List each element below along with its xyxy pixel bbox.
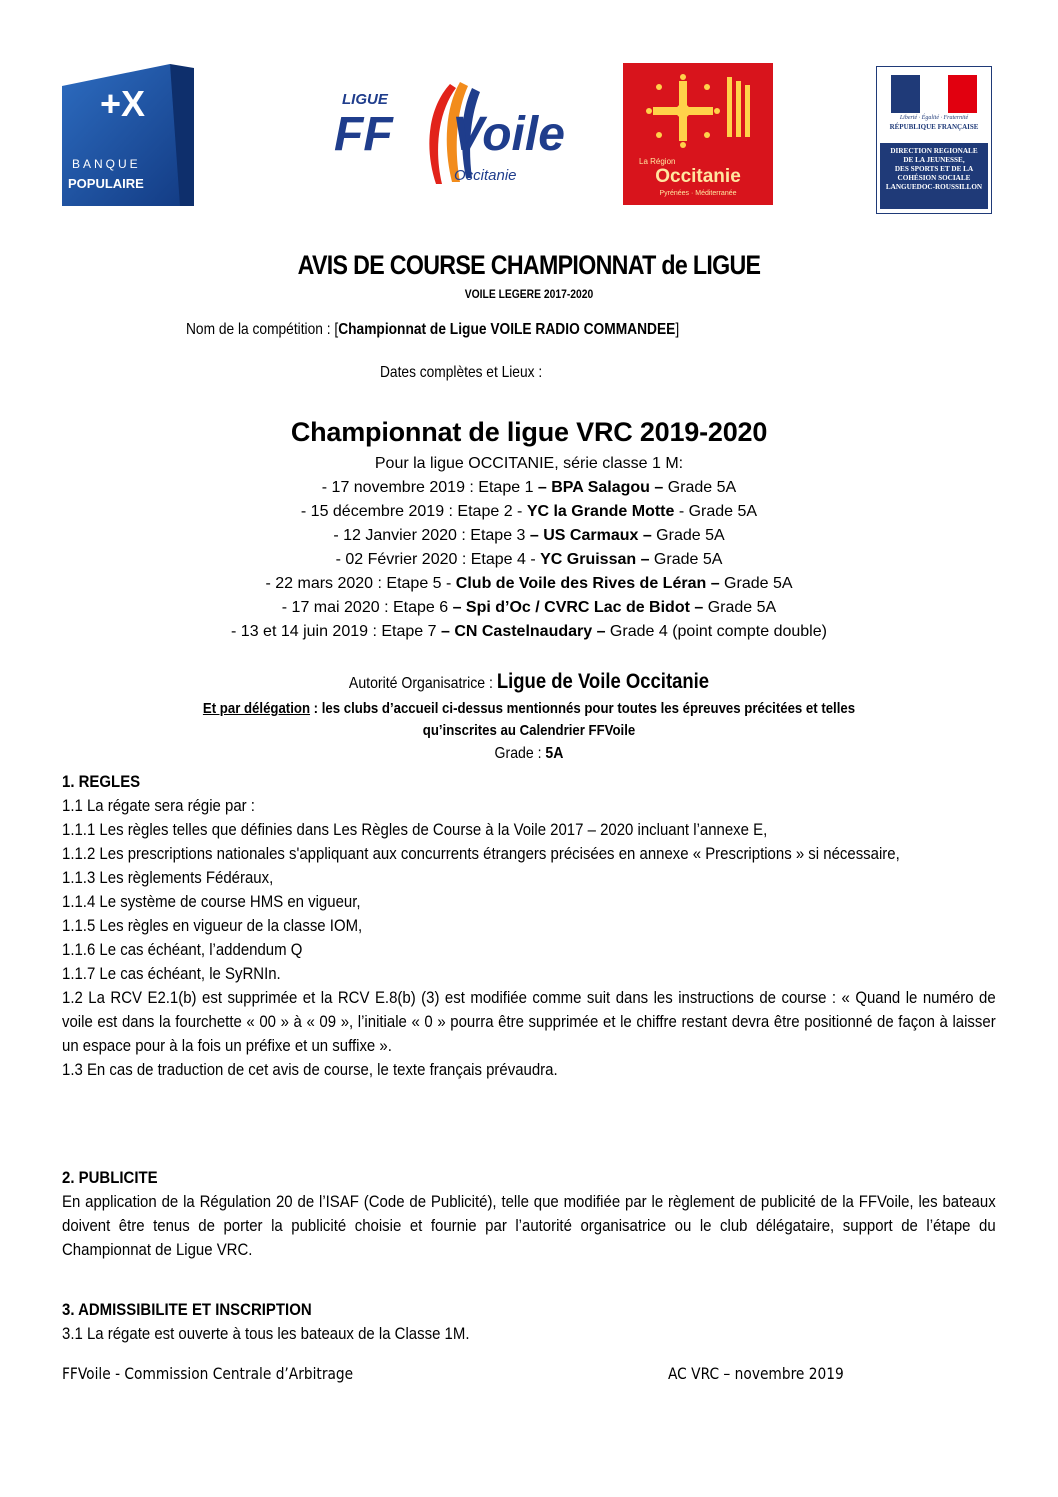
- section-heading: 2. PUBLICITE: [62, 1168, 158, 1187]
- ffv-ff: FF: [334, 108, 393, 161]
- schedule-item: - 17 mai 2020 : Etape 6 – Spi d’Oc / CVRC Lac de Bidot – Grade 5A: [281, 599, 777, 616]
- bp-line2: POPULAIRE: [68, 176, 144, 191]
- delegation: Et par délégation : les clubs d’accueil ci-dessus mentionnés pour toutes les épreuves précitées et telles qu’inscrites au Calendrier FFVoile: [202, 700, 856, 739]
- section-heading: 3. ADMISSIBILITE ET INSCRIPTION: [62, 1300, 312, 1319]
- paragraph: 1.1.7 Le cas échéant, le SyRNIn.: [62, 964, 281, 983]
- french-flag-icon: [891, 75, 977, 113]
- paragraph: 1.1.1 Les règles telles que définies dans Les Règles de Course à la Voile 2017 – 2020 incluant l’annexe E,: [62, 820, 768, 839]
- bp-line1: BANQUE: [72, 157, 141, 171]
- fr-box-line: LANGUEDOC-ROUSSILLON: [885, 183, 983, 191]
- footer-left: FFVoile - Commission Centrale d’Arbitrage: [62, 1364, 354, 1383]
- paragraph: 1.1.2 Les prescriptions nationales s'appliquant aux concurrents étrangers précisées en annexe « Prescriptions » si nécessaire,: [62, 844, 900, 863]
- schedule-item: - 12 Janvier 2020 : Etape 3 – US Carmaux – Grade 5A: [333, 527, 725, 544]
- schedule-item: - 02 Février 2020 : Etape 4 - YC Gruissan – Grade 5A: [335, 551, 723, 568]
- section-regles: [62, 770, 996, 1082]
- paragraph: En application de la Régulation 20 de l’ISAF (Code de Publicité), telle que modifiée par le règlement de publicité de la FFVoile, les bateaux doivent être tenus de porter la publicité choisie et fournie par l’autorité organisatrice ou le club délégataire, support de l’étape du Championnat de Ligue VRC.: [62, 1192, 996, 1259]
- ffv-region: Occitanie: [454, 167, 517, 184]
- schedule-item: - 22 mars 2020 : Etape 5 - Club de Voile des Rives de Léran – Grade 5A: [265, 575, 793, 592]
- comp-name-value: Championnat de Ligue VOILE RADIO COMMANDEE: [338, 321, 676, 338]
- footer-right: AC VRC – novembre 2019: [668, 1364, 844, 1383]
- fr-motto: Liberté · Égalité · Fraternité: [899, 115, 969, 121]
- dates-label: Dates complètes et Lieux :: [380, 364, 543, 381]
- paragraph: 1.1.6 Le cas échéant, l’addendum Q: [62, 940, 303, 959]
- championship-title: Championnat de ligue VRC 2019-2020: [290, 417, 768, 447]
- comp-suffix: ]: [675, 321, 680, 338]
- paragraph: 3.1 La régate est ouverte à tous les bateaux de la Classe 1M.: [62, 1324, 470, 1343]
- fr-box-line: DES SPORTS ET DE LA: [894, 165, 974, 173]
- fr-direction-box: [880, 143, 988, 209]
- schedule-intro: Pour la ligue OCCITANIE, série classe 1 M:: [374, 455, 684, 472]
- schedule-item: - 17 novembre 2019 : Etape 1 – BPA Salagou – Grade 5A: [321, 479, 737, 496]
- occ-big-label: Occitanie: [655, 166, 741, 187]
- paragraph: 1.1.4 Le système de course HMS en vigueur,: [62, 892, 361, 911]
- section-publicite: [62, 1166, 996, 1262]
- competition-name: [186, 321, 679, 339]
- fr-box-line: DE LA JEUNESSE,: [903, 156, 965, 164]
- document-subtitle: VOILE LEGERE 2017-2020: [464, 287, 594, 301]
- republique-francaise-logo: [876, 66, 992, 214]
- section-admissibilite: [62, 1298, 996, 1346]
- ffv-ligue: LIGUE: [342, 91, 388, 108]
- schedule-list: [0, 452, 1058, 644]
- schedule-item: - 13 et 14 juin 2019 : Etape 7 – CN Castelnaudary – Grade 4 (point compte double): [231, 623, 827, 640]
- paragraph: 1.1.5 Les règles en vigueur de la classe IOM,: [62, 916, 363, 935]
- svg-text:+X: +X: [100, 83, 146, 124]
- fr-box-line: COHÉSION SOCIALE: [897, 174, 971, 182]
- occ-small-label: La Région: [639, 157, 676, 166]
- document-title: AVIS DE COURSE CHAMPIONNAT de LIGUE: [297, 250, 761, 280]
- ffvoile-logo: [332, 78, 574, 190]
- comp-prefix: Nom de la compétition : [: [186, 321, 339, 338]
- section-heading: 1. REGLES: [62, 772, 141, 791]
- paragraph: 1.3 En cas de traduction de cet avis de course, le texte français prévaudra.: [62, 1060, 558, 1079]
- paragraph: 1.2 La RCV E2.1(b) est supprimée et la RCV E.8(b) (3) est modifiée comme suit dans les instructions de course : « Quand le numéro de voile est dans la fourchette « 00 » à « 09 », l’initiale « 0 » pourra être supprimée et le chiffre restant devra être positionné de façon à laisser un espace pour à la fois un préfixe et un suffixe ».: [62, 988, 996, 1055]
- fr-box-line: DIRECTION REGIONALE: [890, 147, 978, 155]
- grade-value: 5A: [545, 745, 564, 762]
- grade: Grade : 5A: [494, 745, 564, 762]
- occitanie-region-logo: [623, 63, 773, 205]
- paragraph: 1.1 La régate sera régie par :: [62, 796, 255, 815]
- occ-sub-label: Pyrénées · Méditerranée: [659, 190, 737, 197]
- delegation-label: Et par délégation: [202, 700, 311, 717]
- paragraph: 1.1.3 Les règlements Fédéraux,: [62, 868, 274, 887]
- authority-name: Ligue de Voile Occitanie: [496, 670, 710, 693]
- schedule-item: - 15 décembre 2019 : Etape 2 - YC la Grande Motte - Grade 5A: [300, 503, 758, 520]
- ffv-voile: Voile: [452, 108, 565, 161]
- banque-populaire-logo: [62, 64, 194, 206]
- organizing-authority: Autorité Organisatrice : Ligue de Voile Occitanie: [348, 670, 710, 693]
- fr-name: RÉPUBLIQUE FRANÇAISE: [889, 123, 979, 131]
